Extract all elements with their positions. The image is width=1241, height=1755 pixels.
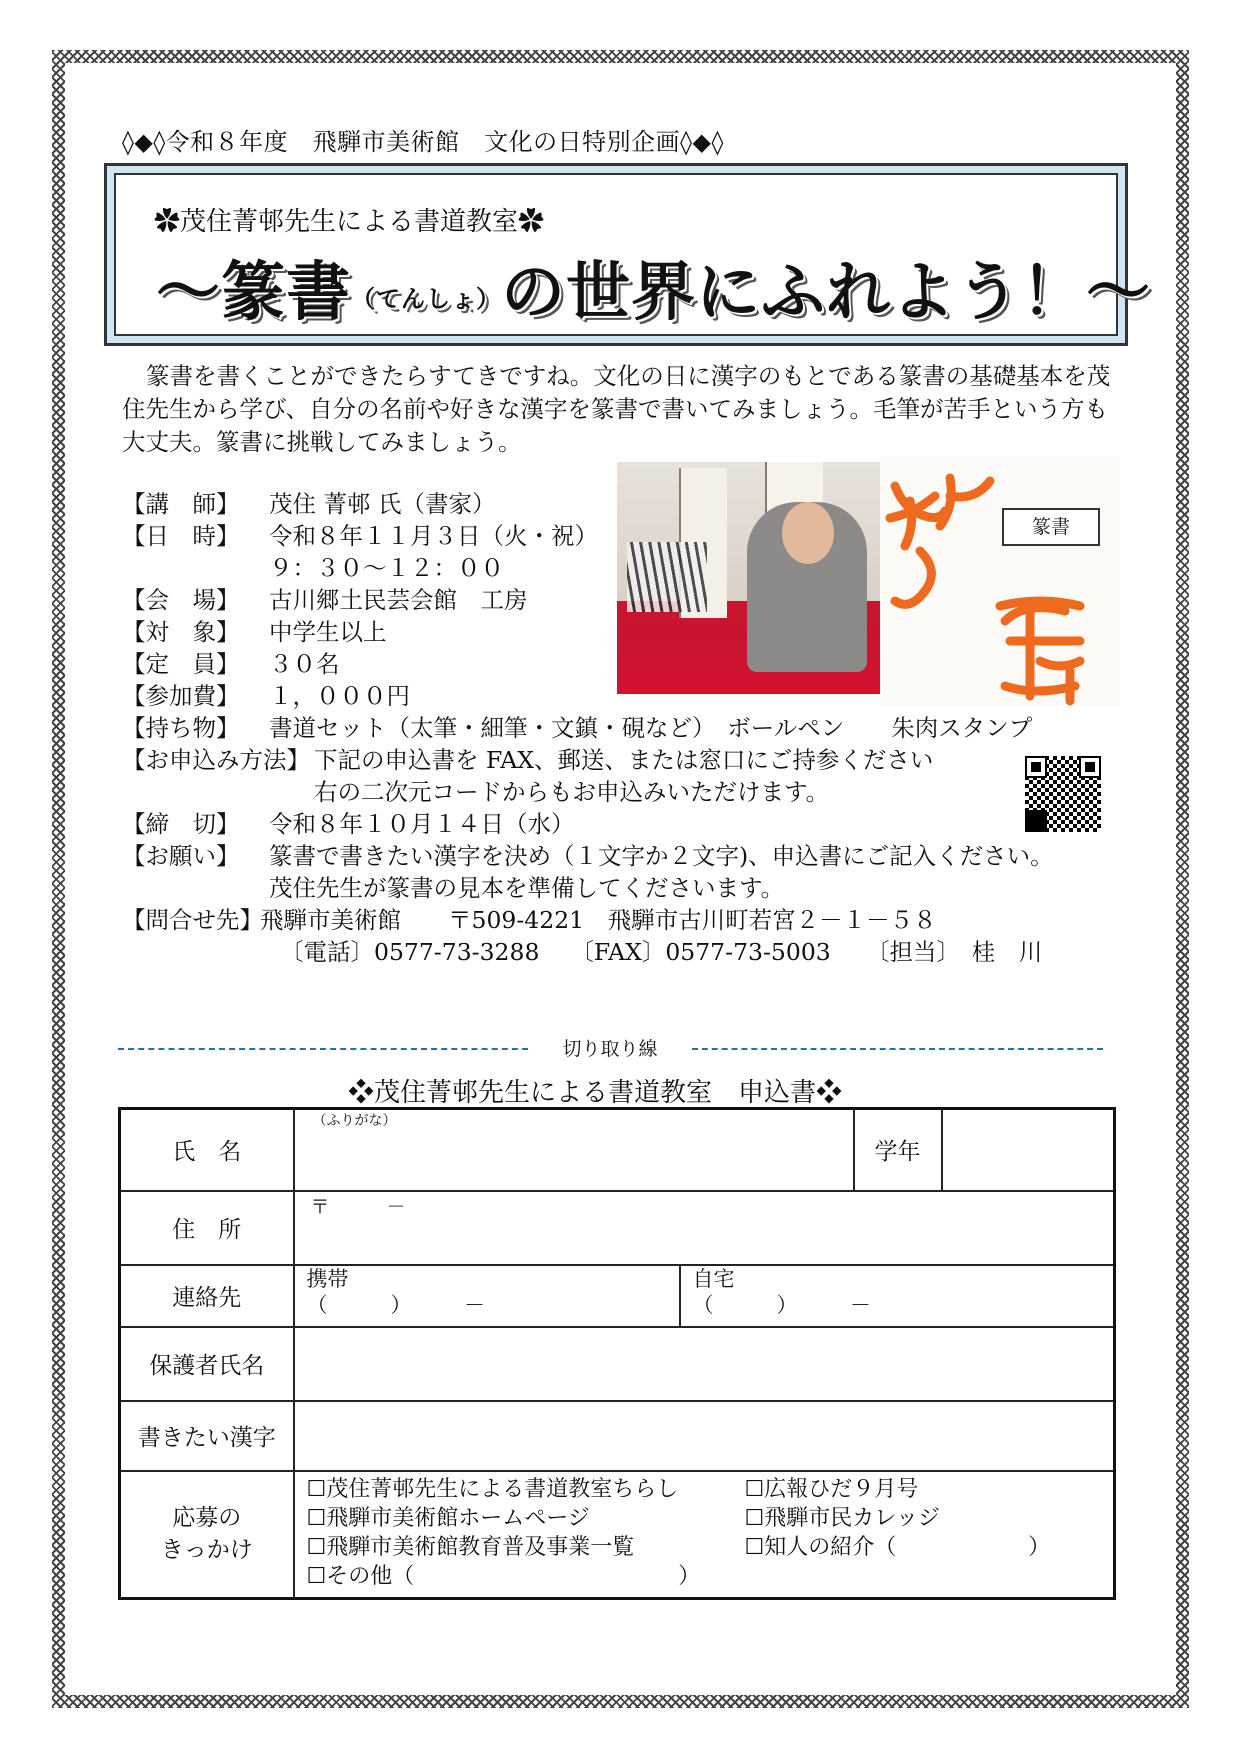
mobile-format: （ ） － [306,1292,485,1317]
option-college[interactable]: ☐飛騨市民カレッジ [744,1505,941,1531]
qr-code-icon[interactable] [1025,756,1101,832]
home-format: （ ） － [692,1292,871,1317]
guardian-field[interactable] [294,1327,1115,1401]
label-guardian: 保護者氏名 [120,1327,294,1401]
title-subtitle: ✿茂住菁邨先生による書道教室✿ [154,207,545,237]
reason-options [294,1471,1115,1599]
info-items: 【持ち物】 書道セット（太筆・細筆・文鎮・硯など） ボールペン 朱肉スタンプ [122,714,1033,742]
info-venue: 【会 場】 古川郷土民芸会館 工房 [122,586,528,614]
postal-mark: 〒 － [310,1195,406,1218]
person-face [782,502,834,564]
label-name: 氏 名 [120,1109,294,1191]
title-ruby: （てんしょ） [351,284,501,313]
option-koho[interactable]: ☐広報ひだ９月号 [744,1476,919,1502]
title-main [156,241,1151,333]
info-capacity: 【定 員】 ３０名 [122,650,340,678]
option-other[interactable]: ☐その他（ ） [306,1563,701,1589]
info-date: 【日 時】 令和８年１１月３日（火・祝） [122,522,598,550]
info-target: 【対 象】 中学生以上 [122,618,387,646]
application-form [118,1107,1116,1600]
row-reason [120,1471,1115,1599]
cut-line-label: 切り取り線 [562,1038,658,1060]
row-contact [120,1265,1115,1327]
form-title: ❖茂住菁邨先生による書道教室 申込書❖ [348,1078,843,1108]
label-kanji: 書きたい漢字 [120,1401,294,1471]
tensho-label: 篆書 [1002,508,1100,546]
info-deadline: 【締 切】 令和８年１０月１４日（水） [122,810,575,838]
info-contact: 【問合せ先】 飛騨市美術館 〒509-4221 飛騨市古川町若宮２－１－５８ [122,906,937,934]
tensho-sample-image [880,456,1120,706]
name-field[interactable] [294,1109,854,1191]
event-header: ◊◆◊令和８年度 飛騨市美術館 文化の日特別企画◊◆◊ [122,128,724,156]
info-apply: 【お申込み方法】 下記の申込書を FAX、郵送、または窓口にご持参ください [122,746,934,774]
title-box [104,163,1151,346]
title-inner [114,173,1151,336]
cut-dash-left [118,1048,528,1050]
grade-field[interactable] [942,1109,1115,1191]
option-referral[interactable]: ☐知人の紹介（ ） [744,1534,1051,1560]
info-request: 【お願い】 篆書で書きたい漢字を決め（１文字か２文字)、申込書にご記入ください。 [122,842,1054,870]
label-reason: 応募の きっかけ [120,1471,294,1599]
option-homepage[interactable]: ☐飛騨市美術館ホームページ [306,1505,590,1531]
option-flyer[interactable]: ☐茂住菁邨先生による書道教室ちらし [306,1476,679,1502]
info-fee: 【参加費】 １，０００円 [122,682,410,710]
furigana-label: （ふりがな） [312,1113,397,1129]
cut-line [118,1034,1103,1064]
row-address [120,1191,1115,1265]
title-main-after: の世界にふれよう！～ [501,256,1151,330]
title-main-before: ～篆書 [156,256,351,330]
option-list[interactable]: ☐飛騨市美術館教育普及事業一覧 [306,1534,635,1560]
row-kanji [120,1401,1115,1471]
row-guardian [120,1327,1115,1401]
cut-dash-right [692,1048,1103,1050]
contact-fields [294,1265,1115,1327]
home-label: 自宅 [692,1266,735,1291]
intro-text: 篆書を書くことができたらすてきですね。文化の日に漢字のもとである篆書の基礎基本を茂住先生から学び、自分の名前や好きな漢字を篆書で書いてみましょう。毛筆が苦手という方も大丈夫。篆書に挑戦してみましょう。 [122,362,1111,456]
info-instructor: 【講 師】 茂住 菁邨 氏（書家） [122,490,496,518]
row-name [120,1109,1115,1191]
address-field[interactable] [294,1191,1115,1265]
mobile-label: 携帯 [306,1266,349,1291]
kanji-field[interactable] [294,1401,1115,1471]
mobile-field[interactable] [295,1266,681,1326]
label-grade: 学年 [854,1109,942,1191]
label-address: 住 所 [120,1191,294,1265]
brushes-icon [627,542,707,612]
label-contact: 連絡先 [120,1265,294,1327]
home-field[interactable] [681,1266,872,1326]
